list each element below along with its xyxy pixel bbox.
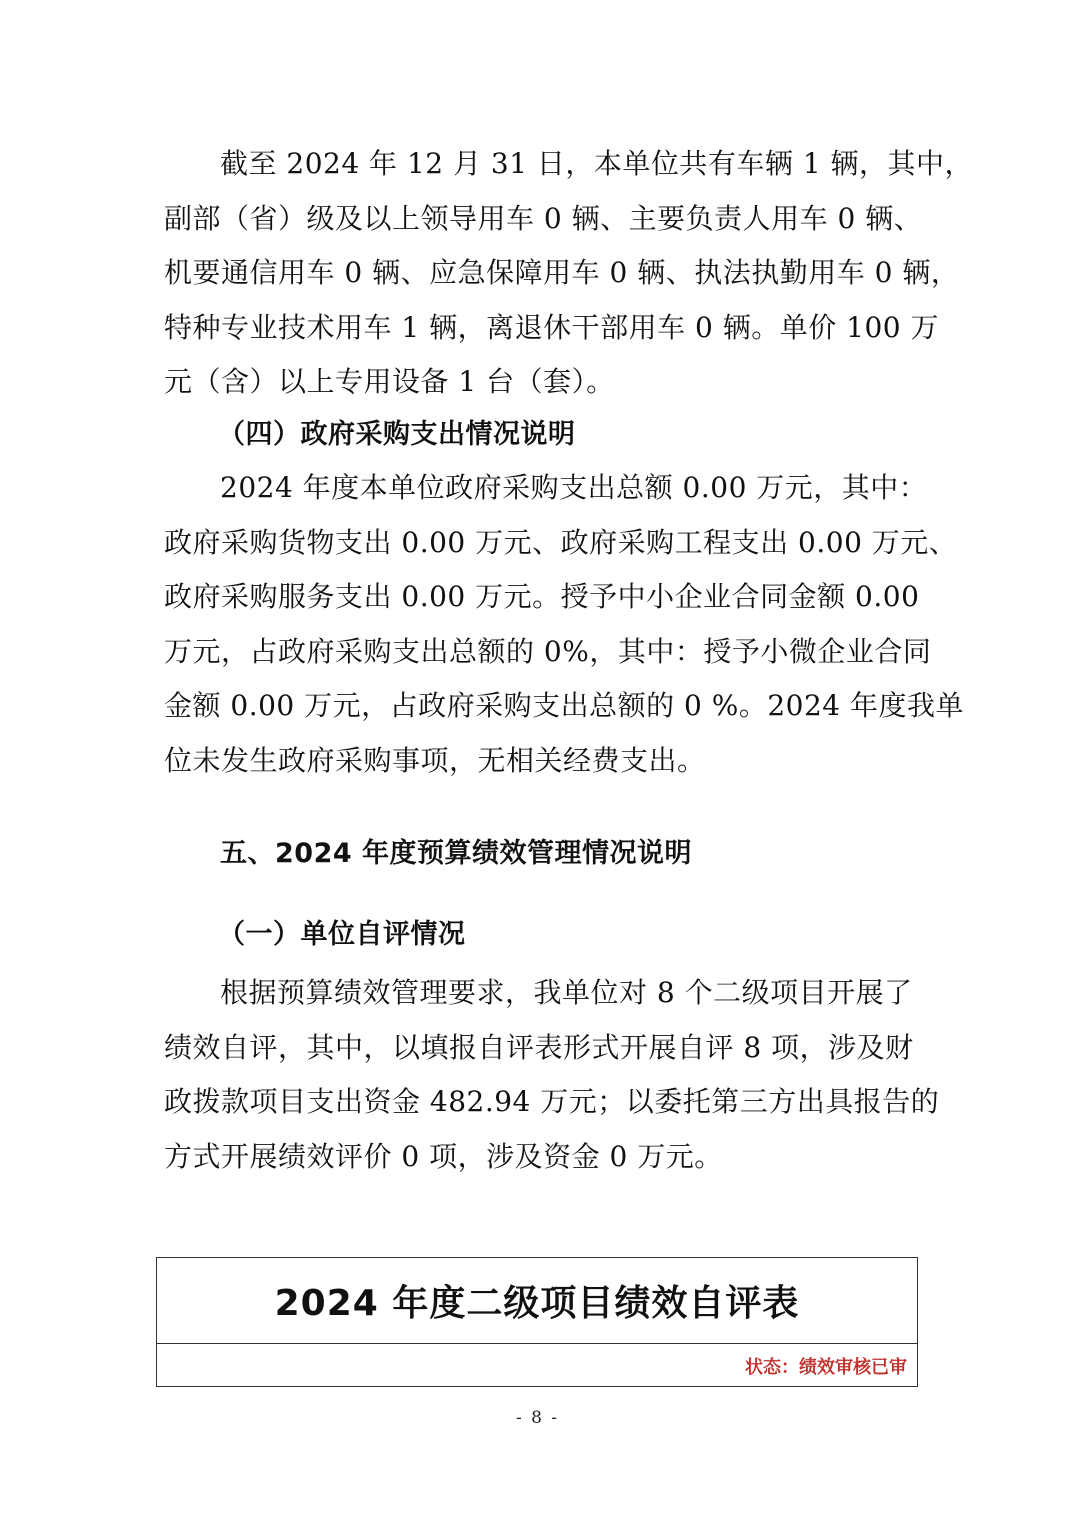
table-status-row <box>157 1344 917 1388</box>
text-line: 位未发生政府采购事项，无相关经费支出。 <box>164 743 706 777</box>
paragraph-self-evaluation <box>164 966 940 1184</box>
text-line: 方式开展绩效评价 0 项，涉及资金 0 万元。 <box>164 1139 723 1173</box>
heading-self-evaluation: （一）单位自评情况 <box>218 919 466 950</box>
text-line: 元（含）以上专用设备 1 台（套）。 <box>164 365 615 398</box>
text-line: 绩效自评，其中，以填报自评表形式开展自评 8 项，涉及财 <box>164 1030 914 1064</box>
text-line: 根据预算绩效管理要求，我单位对 8 个二级项目开展了 <box>220 976 913 1009</box>
text-line: 2024 年度本单位政府采购支出总额 0.00 万元，其中： <box>220 471 928 504</box>
self-evaluation-table <box>156 1257 918 1387</box>
text-line: 副部（省）级及以上领导用车 0 辆、主要负责人用车 0 辆、 <box>164 201 923 235</box>
text-line: 政府采购货物支出 0.00 万元、政府采购工程支出 0.00 万元、 <box>164 525 958 559</box>
page-number: - 8 - <box>515 1408 560 1428</box>
table-title-row <box>157 1258 917 1344</box>
text-line: 机要通信用车 0 辆、应急保障用车 0 辆、执法执勤用车 0 辆， <box>164 256 960 289</box>
heading-procurement: （四）政府采购支出情况说明 <box>218 419 576 450</box>
heading-section-5: 五、2024 年度预算绩效管理情况说明 <box>220 838 693 869</box>
text-line: 金额 0.00 万元，占政府采购支出总额的 0 %。2024 年度我单 <box>164 689 965 722</box>
text-line: 政府采购服务支出 0.00 万元。授予中小企业合同金额 0.00 <box>164 580 920 613</box>
text-line: 政拨款项目支出资金 482.94 万元；以委托第三方出具报告的 <box>164 1085 940 1118</box>
table-title: 2024 年度二级项目绩效自评表 <box>274 1283 800 1324</box>
text-line: 万元，占政府采购支出总额的 0%，其中：授予小微企业合同 <box>164 634 932 668</box>
text-line: 截至 2024 年 12 月 31 日，本单位共有车辆 1 辆，其中， <box>220 147 974 180</box>
text-line: 特种专业技术用车 1 辆，离退休干部用车 0 辆。单价 100 万 <box>164 310 939 344</box>
paragraph-procurement <box>164 461 965 788</box>
status-badge: 状态：绩效审核已审 <box>745 1357 907 1378</box>
paragraph-vehicles <box>164 137 974 410</box>
